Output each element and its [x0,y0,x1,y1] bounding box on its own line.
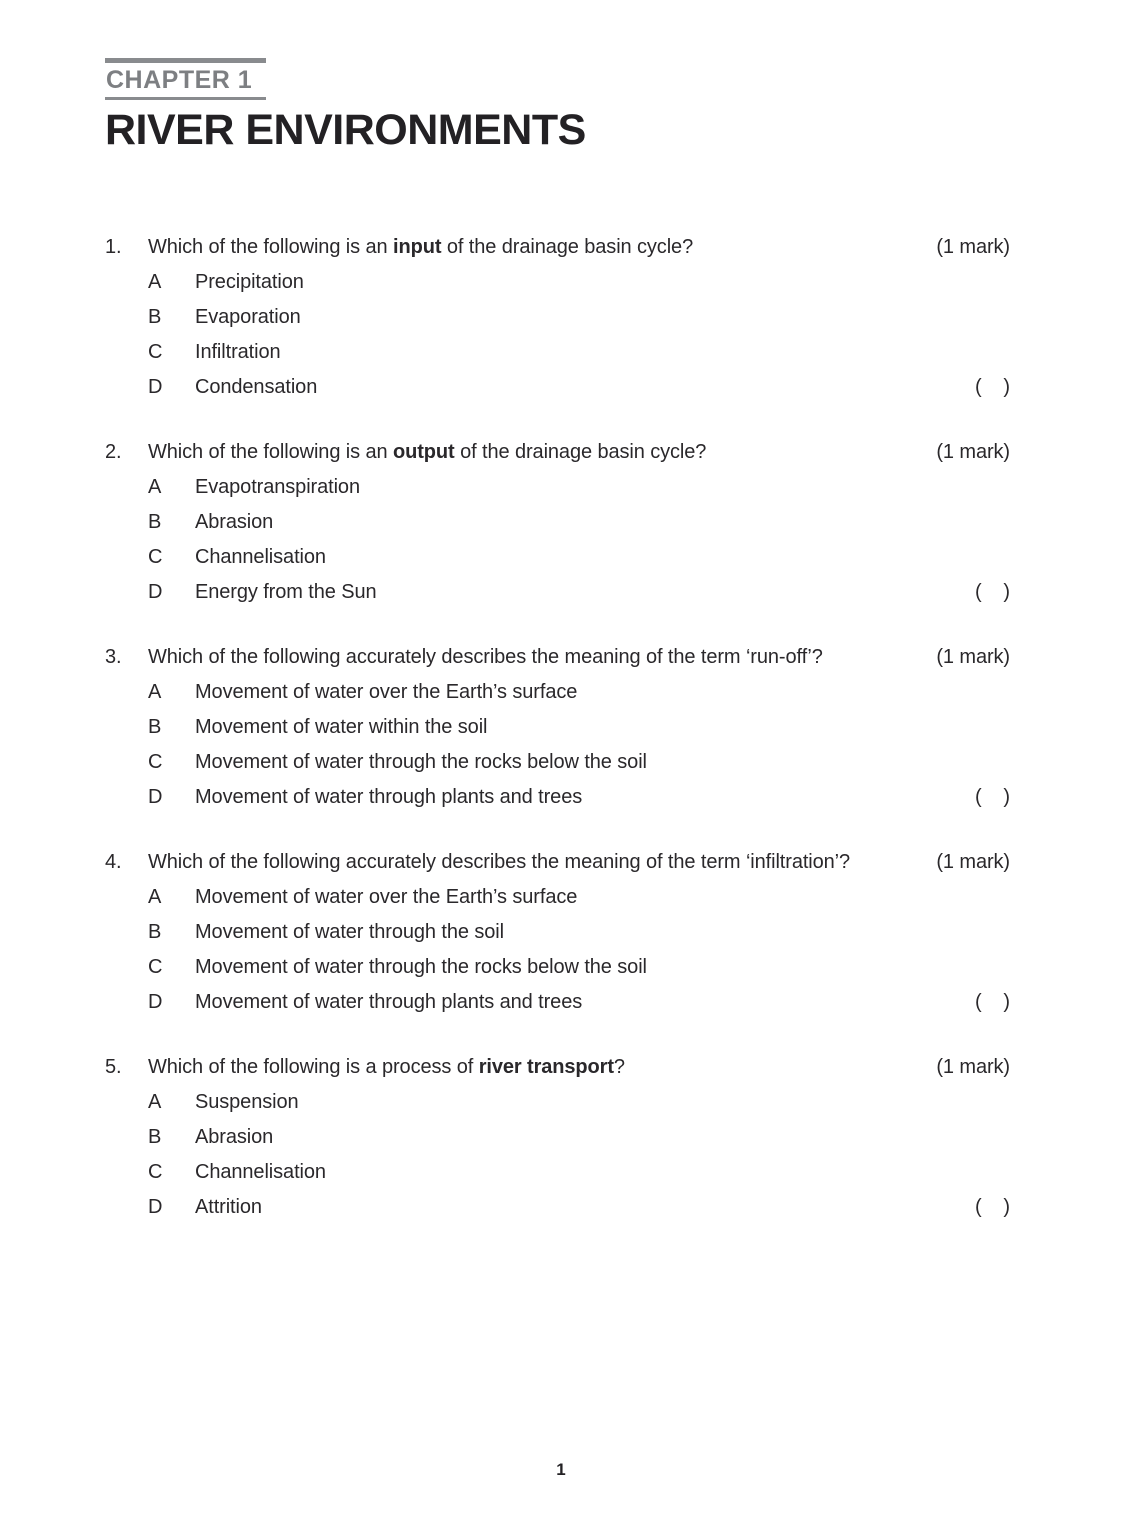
question-text-segment: ? [613,1056,625,1079]
option-text: Movement of water over the Earth’s surface [195,681,578,704]
option-row [105,540,1010,575]
question-text-segment: input [393,236,442,259]
option-letter: B [148,511,162,534]
option-text: Suspension [195,1091,299,1114]
question-marks: (1 mark) [936,851,1010,874]
option-text: Channelisation [195,546,326,569]
question [105,435,1010,610]
question-text-segment: Which of the following is a process of [148,1056,479,1079]
question-text-segment: river transport [478,1056,614,1079]
question-header [105,640,1010,675]
option-text: Movement of water over the Earth’s surface [195,886,578,909]
option-letter: C [148,751,163,774]
question-number: 3. [105,646,122,669]
option-row [105,710,1010,745]
question-text-segment: of the drainage basin cycle? [441,236,694,259]
option-letter: B [148,921,162,944]
option-text: Abrasion [195,1126,274,1149]
option-row [105,745,1010,780]
option-row [105,575,1010,610]
option-text: Attrition [195,1196,262,1219]
option-text: Movement of water through the rocks below the soil [195,751,647,774]
option-letter: A [148,681,162,704]
option-text: Movement of water through plants and trees [195,786,583,809]
option-letter: D [148,786,163,809]
question-header [105,230,1010,265]
option-text: Movement of water through the soil [195,921,504,944]
question-text [148,1050,930,1085]
question-marks: (1 mark) [936,236,1010,259]
option-text: Movement of water through the rocks below the soil [195,956,647,979]
option-row [105,300,1010,335]
question-text-segment: Which of the following accurately describes the meaning of the term ‘infiltration’? [148,851,851,874]
question-number: 5. [105,1056,122,1079]
answer-space: ( ) [975,786,1010,809]
question [105,845,1010,1020]
option-letter: C [148,1161,163,1184]
page-footer [0,1460,1122,1480]
option-text: Movement of water through plants and trees [195,991,583,1014]
question-header [105,845,1010,880]
question [105,230,1010,405]
question-number: 1. [105,236,122,259]
option-row [105,1120,1010,1155]
option-text: Abrasion [195,511,274,534]
option-letter: D [148,376,163,399]
option-row [105,780,1010,815]
option-letter: B [148,716,162,739]
question-header [105,435,1010,470]
option-row [105,1190,1010,1225]
question-text [148,230,930,265]
option-row [105,880,1010,915]
option-row [105,1085,1010,1120]
question-number: 4. [105,851,122,874]
question-number: 2. [105,441,122,464]
chapter-label: CHAPTER 1 [105,58,266,100]
question-text-segment: Which of the following accurately describes the meaning of the term ‘run-off’? [148,646,823,669]
option-letter: A [148,1091,162,1114]
question-text [148,640,930,675]
option-row [105,335,1010,370]
option-text: Movement of water within the soil [195,716,488,739]
answer-space: ( ) [975,991,1010,1014]
option-letter: C [148,341,163,364]
answer-space: ( ) [975,376,1010,399]
answer-space: ( ) [975,1196,1010,1219]
questions-list [105,230,1010,1225]
option-row [105,985,1010,1020]
question-text [148,845,930,880]
option-letter: B [148,306,162,329]
question [105,1050,1010,1225]
option-row [105,265,1010,300]
question-marks: (1 mark) [936,1056,1010,1079]
option-text: Evaporation [195,306,301,329]
option-letter: D [148,1196,163,1219]
page-title: RIVER ENVIRONMENTS [105,106,586,154]
option-text: Channelisation [195,1161,326,1184]
question-text-segment: Which of the following is an [148,441,394,464]
option-row [105,470,1010,505]
option-row [105,505,1010,540]
option-letter: B [148,1126,162,1149]
option-text: Condensation [195,376,318,399]
option-letter: D [148,581,163,604]
option-letter: C [148,956,163,979]
question-text [148,435,930,470]
question-header [105,1050,1010,1085]
chapter-header [105,58,1010,154]
question-text-segment: Which of the following is an [148,236,394,259]
question-marks: (1 mark) [936,441,1010,464]
option-text: Energy from the Sun [195,581,377,604]
question-marks: (1 mark) [936,646,1010,669]
option-row [105,1155,1010,1190]
option-letter: A [148,271,162,294]
question-text-segment: of the drainage basin cycle? [454,441,707,464]
option-text: Evapotranspiration [195,476,360,499]
answer-space: ( ) [975,581,1010,604]
option-letter: D [148,991,163,1014]
option-letter: A [148,886,162,909]
option-letter: C [148,546,163,569]
question-text-segment: output [393,441,455,464]
option-row [105,950,1010,985]
question [105,640,1010,815]
option-row [105,370,1010,405]
option-text: Precipitation [195,271,304,294]
option-letter: A [148,476,162,499]
option-row [105,675,1010,710]
option-text: Infiltration [195,341,281,364]
page-number: 1 [556,1460,566,1479]
option-row [105,915,1010,950]
